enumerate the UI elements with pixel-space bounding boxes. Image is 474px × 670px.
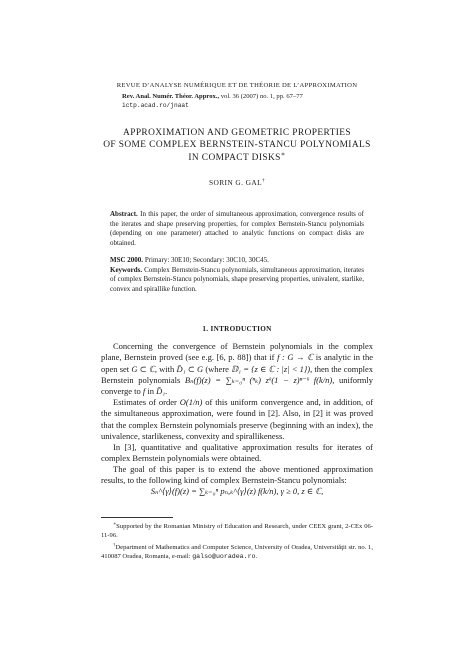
p1-math-f: f : G → ℂ xyxy=(277,352,314,363)
abstract-text: In this paper, the order of simultaneous approximation, convergence results of the iterates and shape preserving properties, for complex Bernstein-Stancu polynomials (depending on one parameter) attached to analytic functions on compact disks are obtained. xyxy=(110,210,364,247)
title-line-1: APPROXIMATION AND GEOMETRIC PROPERTIES xyxy=(123,128,351,138)
p1-text-c: is analytic in the open set xyxy=(101,352,374,374)
p1-text-g: (where xyxy=(205,363,229,374)
paragraph-2 xyxy=(101,397,373,442)
journal-url[interactable]: ictp.acad.ro/jnaat xyxy=(122,102,189,109)
p1-math-disk: D̄₁ ⊂ G xyxy=(176,363,204,374)
p1-text-e: with xyxy=(159,363,175,374)
journal-citation xyxy=(122,93,303,100)
p1-math-disk2: D̄₁. xyxy=(156,386,168,397)
paragraph-4: The goal of this paper is to extend the above mentioned approximation results, to the following kind of complex Bernstein-Stancu polynomials: xyxy=(101,464,373,486)
p2-text-c: of this uniform convergence and, in addition, of the simultaneous approximation, were found in [2]. Also, in [2] it was proved that the complex Bernstein polynomials preserve (beginning with an index), the univalence, starlikeness, convexity and spirallikeness. xyxy=(101,397,374,441)
footnote-2-mark: † xyxy=(113,541,116,547)
keywords xyxy=(110,266,364,294)
title-line-3: IN COMPACT DISKS xyxy=(188,152,281,163)
p1-math-bernstein: Bₙ(f)(z) = ∑ₖ₌₀ⁿ (ⁿₖ) zᵏ(1 − z)ⁿ⁻ᵏ f(k/n), xyxy=(184,374,335,385)
author-name: SORIN G. GAL xyxy=(208,178,263,187)
p1-text-a: Concerning the convergence of Bernstein polynomials in the complex plane, Bernstein proved (see e.g. [6, p. 88]) that if xyxy=(101,341,373,363)
abstract xyxy=(110,210,364,248)
citation-rest: vol. 36 (2007) no. 1, pp. 67–77 xyxy=(220,93,303,100)
keywords-text: Complex Bernstein-Stancu polynomials, simultaneous approximation, iterates of complex Bernstein-Stancu polynomials, shape preserving properties, univalent, starlike, convex and spirallike function. xyxy=(110,266,365,293)
title-line-2: OF SOME COMPLEX BERNSTEIN-STANCU POLYNOMIALS xyxy=(103,140,371,151)
footnote-2 xyxy=(101,543,373,561)
paragraph-3: In [3], quantitative and qualitative approximation results for iterates of complex Bernstein polynomials were obtained. xyxy=(101,442,373,464)
footnote-2-end: . xyxy=(255,553,258,560)
formula-stancu: Sₙ^⟨γ⟩(f)(z) = ∑ₖ₌₀ⁿ pₙ,ₖ^⟨γ⟩(z) f(k/n), γ ≥ 0, z ∈ ℂ, xyxy=(150,486,324,496)
p1-math-unit-disk: 𝔻₁ = {z ∈ ℂ : |z| < 1}), xyxy=(231,363,313,374)
p2-text-a: Estimates of order xyxy=(113,397,177,407)
abstract-label: Abstract. xyxy=(110,210,138,218)
footnote-rule xyxy=(101,517,173,518)
title-footnote-mark: ∗ xyxy=(280,150,286,158)
p1-math-f2: f xyxy=(142,386,146,397)
footnote-1 xyxy=(101,522,373,540)
p1-text-i: then the complex Bernstein polynomials xyxy=(101,363,374,385)
paper-title xyxy=(0,127,474,164)
msc-label: MSC 2000. xyxy=(110,256,144,264)
citation-bold: Rev. Anal. Numér. Théor. Approx., xyxy=(122,93,220,100)
msc-text: Primary: 30E10; Secondary: 30C10, 30C45. xyxy=(144,256,269,264)
journal-name: REVUE D’ANALYSE NUMÉRIQUE ET DE THÉORIE DE L’APPROXIMATION xyxy=(116,82,358,89)
p1-text-m: in xyxy=(147,386,154,397)
msc-classification xyxy=(110,256,364,265)
footnote-2-text: Department of Mathematics and Computer Science, University of Oradea, Universităţii str. no. 1, 410087 Oradea, Romania, e-mail: xyxy=(101,544,373,560)
footnote-2-email[interactable]: galso@uoradea.ro xyxy=(192,553,256,560)
footnote-1-mark: ∗ xyxy=(113,520,117,526)
title-line-3-wrap xyxy=(0,152,474,164)
author-footnote-mark: † xyxy=(262,177,266,184)
p1-text-k: uniformly converge to xyxy=(101,374,373,397)
footnote-1-text: Supported by the Romanian Ministry of Education and Research, under CEEX grant, 2-CEx 06-11-96. xyxy=(101,523,373,539)
p1-math-g: G ⊂ ℂ, xyxy=(131,363,157,374)
paragraph-1 xyxy=(101,341,373,397)
keywords-label: Keywords. xyxy=(110,266,143,274)
p2-math-order: O(1/n) xyxy=(179,397,203,407)
author xyxy=(0,178,474,187)
section-heading: 1. INTRODUCTION xyxy=(202,325,272,333)
